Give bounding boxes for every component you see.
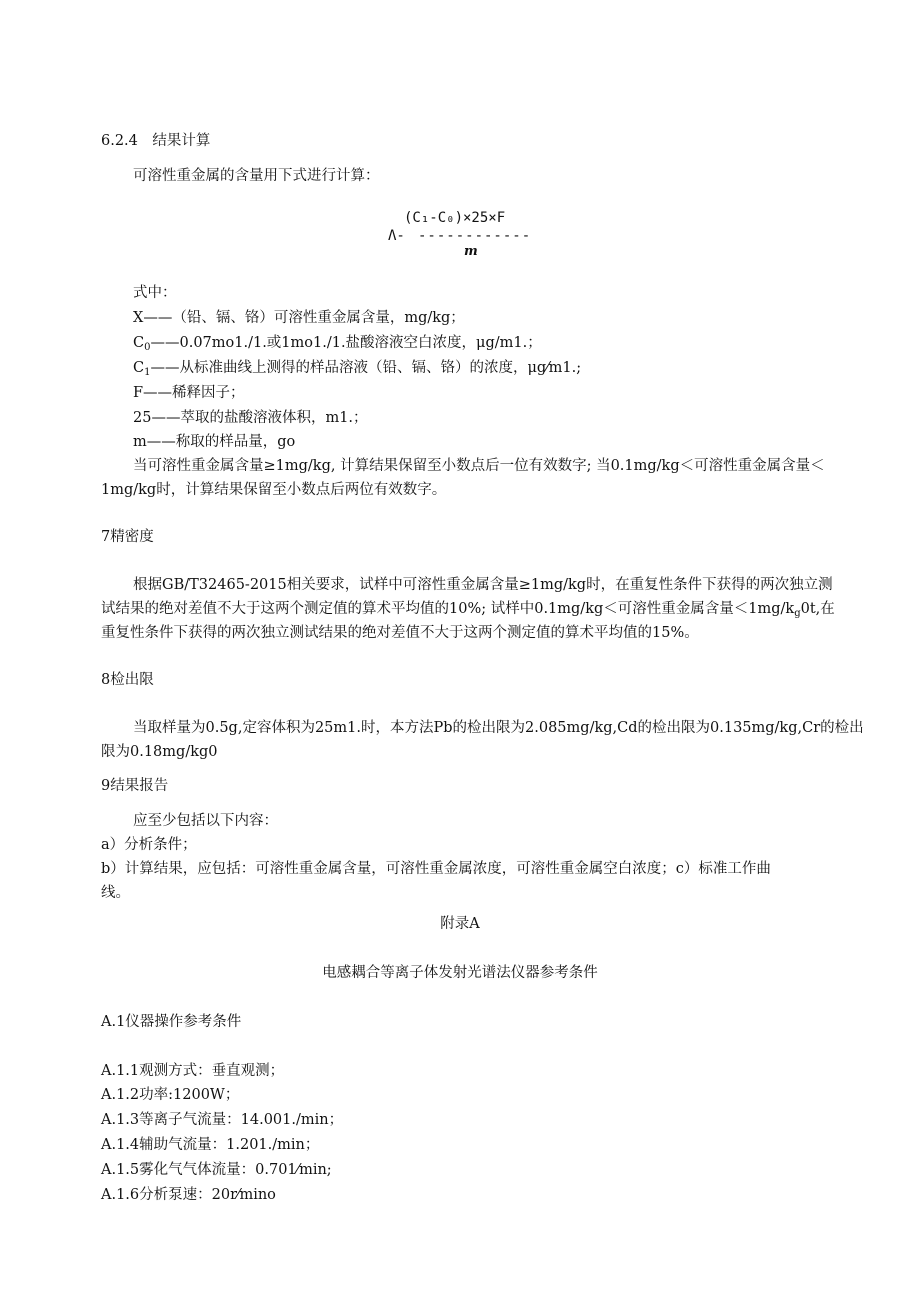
- precision-line-3: 重复性条件下获得的两次独立测试结果的绝对差值不大于这两个测定值的算术平均值的15%。: [101, 625, 699, 641]
- where-f: F——稀释因子；: [133, 385, 245, 401]
- where-m: m——称取的样品量，go: [133, 434, 296, 450]
- section-8-heading: 8检出限: [101, 672, 154, 688]
- appendix-item: A.1.5雾化气气体流量：0.701⁄min;: [101, 1162, 332, 1178]
- formula-intro: 可溶性重金属的含量用下式进行计算：: [133, 168, 380, 184]
- formula-fraction-bar: ------------: [418, 228, 532, 244]
- c0-text: ——0.07mo1./1.或1mo1./1.盐酸溶液空白浓度，μg/m1.；: [150, 335, 542, 351]
- formula-numerator: (C₁-C₀)×25×F: [404, 210, 506, 226]
- c0-subscript: 0: [144, 342, 151, 353]
- section-6-2-4-heading: 6.2.4 结果计算: [101, 133, 211, 149]
- detection-limit-line-2: 限为0.18mg/kg0: [101, 744, 218, 760]
- where-c1: [133, 358, 581, 378]
- formula-denominator: m: [464, 244, 478, 259]
- where-label: 式中：: [133, 285, 177, 301]
- precision-line-2b: 0t,在: [800, 601, 835, 617]
- c0-symbol: C: [133, 335, 145, 351]
- appendix-subtitle: 电感耦合等离子体发射光谱法仪器参考条件: [322, 965, 598, 981]
- c1-text: ——从标准曲线上测得的样品溶液（铅、镉、铬）的浓度，μg⁄m1.;: [150, 360, 582, 376]
- report-intro: 应至少包括以下内容：: [133, 813, 278, 829]
- precision-line-2-subscript: g: [794, 608, 801, 619]
- report-item-b-line-1: b）计算结果，应包括：可溶性重金属含量，可溶性重金属浓度，可溶性重金属空白浓度；c）标准工作曲: [101, 861, 771, 877]
- appendix-item: A.1.1观测方式：垂直观测；: [101, 1063, 285, 1079]
- appendix-title: 附录A: [440, 916, 480, 932]
- precision-line-1: 根据GB/T32465-2015相关要求，试样中可溶性重金属含量≥1mg/kg时，在重复性条件下获得的两次独立测: [133, 577, 833, 593]
- formula-lhs: Λ-: [388, 228, 405, 244]
- precision-line-2a: 试结果的绝对差值不大于这两个测定值的算术平均值的10%; 试样中0.1mg/kg＜可溶性重金属含量＜1mg/k: [101, 601, 795, 617]
- section-7-heading: 7精密度: [101, 529, 154, 545]
- rounding-line-1: 当可溶性重金属含量≥1mg/kg, 计算结果保留至小数点后一位有效数字; 当0.1mg/kg＜可溶性重金属含量＜: [133, 458, 825, 474]
- report-item-a: a）分析条件；: [101, 837, 197, 853]
- appendix-item: A.1.3等离子气流量：14.001./min；: [101, 1112, 344, 1128]
- precision-line-2: [101, 599, 835, 619]
- appendix-item: A.1.2功率:1200W；: [101, 1087, 240, 1103]
- calculation-formula: [388, 206, 568, 259]
- report-item-b-line-2: 线。: [101, 885, 130, 901]
- rounding-line-2: 1mg/kg时，计算结果保留至小数点后两位有效数字。: [101, 482, 447, 498]
- c1-symbol: C: [133, 360, 145, 376]
- where-25: 25——萃取的盐酸溶液体积，m1.；: [133, 410, 368, 426]
- detection-limit-line-1: 当取样量为0.5g,定容体积为25m1.时，本方法Pb的检出限为2.085mg/kg,Cd的检出限为0.135mg/kg,Cr的检出: [133, 720, 864, 736]
- appendix-item: A.1.6分析泵速：20r⁄mino: [101, 1187, 276, 1203]
- appendix-item: A.1.4辅助气流量：1.201./min；: [101, 1137, 320, 1153]
- where-c0: [133, 333, 542, 353]
- appendix-a1-heading: A.1仪器操作参考条件: [101, 1014, 242, 1030]
- c1-subscript: 1: [144, 367, 151, 378]
- where-x: X——（铅、镉、铬）可溶性重金属含量，mg/kg；: [133, 310, 465, 326]
- section-9-heading: 9结果报告: [101, 778, 169, 794]
